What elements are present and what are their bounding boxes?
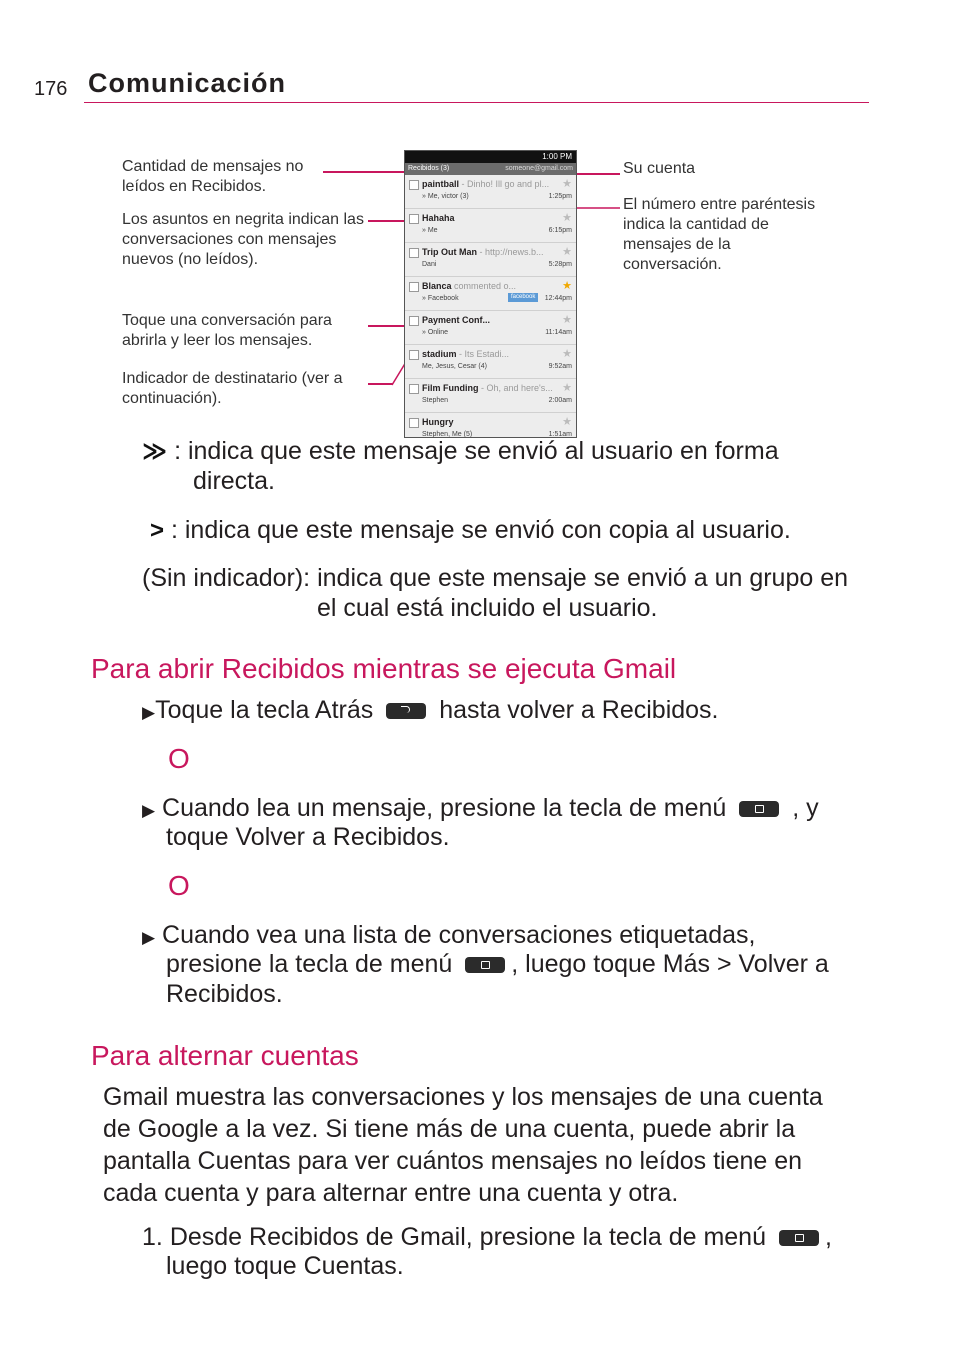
conversation-subject: Payment Conf... [422,315,491,325]
numbered-step-1: 1. Desde Recibidos de Gmail, presione la tecla de menú , [142,1223,832,1251]
conversation-time: 12:44pm [544,295,572,302]
step-menu-key-cont: toque Volver a Recibidos. [166,823,450,851]
conversation-subject: stadium - Its Estadi... [422,349,510,359]
checkbox[interactable] [409,384,419,394]
step-back-key: ▶Toque la tecla Atrás hasta volver a Recibidos. [142,696,719,724]
section-heading-open-inbox: Para abrir Recibidos mientras se ejecuta Gmail [91,653,677,684]
star-icon[interactable]: ★ [562,246,572,258]
menu-key-icon [779,1230,819,1246]
checkbox[interactable] [409,350,419,360]
checkbox[interactable] [409,282,419,292]
conversation-sender: Stephen [422,397,449,404]
callout-unread-count: Cantidad de mensajes no leídos en Recibidos. [122,158,304,195]
conversation-subject: paintball - Dinho! Ill go and pl... [422,179,550,189]
section-heading-switch-accounts: Para alternar cuentas [91,1040,359,1071]
star-icon[interactable]: ★ [562,212,572,224]
label-badge: facebook [508,293,538,302]
callout-your-account: Su cuenta [623,160,696,177]
conversation-subject: Film Funding - Oh, and here's... [422,383,553,393]
conversation-time: 2:00am [548,397,572,404]
conversation-subject: Hungry [422,417,454,427]
double-chevron-icon: ≫ [142,438,168,465]
callout-bold-subjects: Los asuntos en negrita indican las conversaciones con mensajes nuevos (no leídos). [122,211,364,268]
back-key-icon [386,703,426,719]
conversation-sender: Stephen, Me (5) [422,431,473,438]
conversation-sender: » Facebook [422,295,459,302]
indicator-direct-cont: directa. [193,467,275,495]
conversation-sender: Me, Jesus, Cesar (4) [422,363,487,370]
numbered-step-1-cont: luego toque Cuentas. [166,1252,404,1280]
or-separator: O [168,870,190,901]
star-icon[interactable]: ★ [562,348,572,360]
checkbox[interactable] [409,316,419,326]
checkbox[interactable] [409,418,419,428]
step-labeled-list: ▶ Cuando vea una lista de conversaciones etiquetadas, [142,921,756,949]
conversation-row[interactable] [405,379,576,413]
star-icon[interactable]: ★ [562,416,572,428]
conversation-time: 6:15pm [548,227,572,234]
or-separator: O [168,743,190,774]
star-icon[interactable]: ★ [562,382,572,394]
conversation-time: 9:52am [548,363,572,370]
step-labeled-list-end: Recibidos. [166,980,283,1008]
conversation-row[interactable] [405,311,576,345]
checkbox[interactable] [409,248,419,258]
conversation-sender: » Me [422,227,438,234]
conversation-sender: Dani [422,261,437,268]
step-labeled-list-cont: presione la tecla de menú , luego toque Más > Volver a [166,950,829,978]
menu-key-icon [739,801,779,817]
indicator-none: (Sin indicador): indica que este mensaje se envió a un grupo en [142,564,849,592]
leader-line [323,171,409,173]
indicator-direct: ≫ : indica que este mensaje se envió al usuario en forma [142,437,779,465]
paragraph-line: Gmail muestra las conversaciones y los mensajes de una cuenta [103,1083,823,1111]
conversation-row[interactable] [405,243,576,277]
page-number: 176 [34,78,68,100]
account-name: someone@gmail.com [505,165,573,172]
conversation-time: 11:14am [545,329,572,336]
bullet-arrow-icon: ▶ [142,703,156,722]
paragraph-line: pantalla Cuentas para ver cuántos mensajes no leídos tiene en [103,1147,803,1175]
inbox-title: Recibidos (3) [408,165,450,172]
conversation-subject: Hahaha [422,213,455,223]
conversation-row[interactable] [405,209,576,243]
conversation-subject: Trip Out Man - http://news.b... [422,247,544,257]
bullet-arrow-icon: ▶ [142,928,156,947]
chapter-title: Comunicación [88,68,287,98]
conversation-row[interactable] [405,345,576,379]
paragraph-line: cada cuenta y para alternar entre una cuenta y otra. [103,1179,679,1207]
callout-number-in-parens: El número entre paréntesis indica la cantidad de mensajes de la conversación. [623,196,816,273]
phone-screenshot [404,150,577,438]
single-chevron-icon: > [150,517,165,544]
conversation-subject: Blanca commented o... [422,281,517,291]
conversation-time: 5:28pm [548,261,572,268]
conversation-time: 1:25pm [548,193,572,200]
conversation-sender: » Online [422,329,449,336]
star-icon[interactable]: ★ [562,314,572,326]
callout-tap-conversation: Toque una conversación para abrirla y leer los mensajes. [122,312,332,349]
paragraph-line: de Google a la vez. Si tiene más de una cuenta, puede abrir la [103,1115,796,1143]
menu-key-icon [465,957,505,973]
conversation-row[interactable] [405,277,576,311]
header-rule [84,102,869,103]
callout-recipient-indicator: Indicador de destinatario (ver a continuación). [122,370,343,407]
conversation-sender: » Me, victor (3) [422,193,469,200]
star-icon[interactable]: ★ [562,280,572,292]
checkbox[interactable] [409,214,419,224]
conversation-row[interactable] [405,413,576,438]
conversation-row[interactable] [405,175,576,209]
star-icon[interactable]: ★ [562,178,572,190]
inbox-title-bar [405,163,576,175]
checkbox[interactable] [409,180,419,190]
conversation-time: 1:51am [548,431,572,438]
indicator-none-cont: el cual está incluido el usuario. [317,594,658,622]
conversation-list [405,175,576,438]
bullet-arrow-icon: ▶ [142,801,156,820]
step-menu-key: ▶ Cuando lea un mensaje, presione la tecla de menú , y [142,794,819,822]
indicator-cc: > : indica que este mensaje se envió con copia al usuario. [150,516,791,544]
status-bar: 1:00 PM [405,151,576,163]
